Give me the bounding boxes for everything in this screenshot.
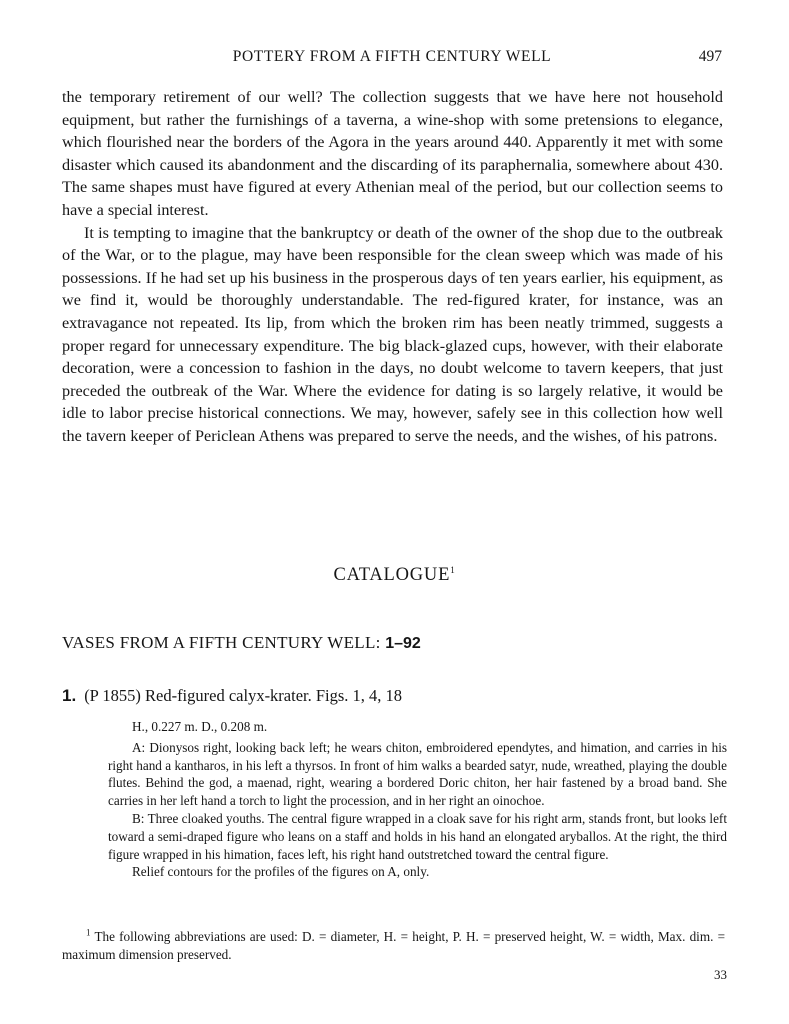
section-range: 1–92 bbox=[385, 635, 421, 652]
catalogue-heading bbox=[0, 565, 789, 586]
footnote-reference: 1 bbox=[450, 564, 456, 575]
body-text bbox=[62, 86, 723, 448]
footnote-marker: 1 bbox=[86, 927, 91, 938]
entry-heading bbox=[62, 686, 402, 706]
entry-number: 1. bbox=[62, 686, 77, 705]
running-title: POTTERY FROM A FIFTH CENTURY WELL bbox=[232, 48, 552, 65]
body-paragraph: It is tempting to imagine that the bankruptcy or death of the owner of the shop due to the outbreak of the War, or to the plague, may have been responsible for the clean sweep which was made of his possessions. If he had set up his business in the prosperous days of ten years earlier, his equipment, as we find it, would be thoroughly understandable. The red-figured krater, for instance, was an extravagance not repeated. Its lip, from which the broken rim has been neatly trimmed, suggests a proper regard for unnecessary expenditure. The big black-glazed cups, however, with their elaborate decoration, were a concession to fashion in the days, no doubt welcome to tavern keepers, that just preceded the outbreak of the War. Where the evidence for dating is so largely relative, it would be idle to labor precise historical connections. We may, however, safely see in this collection how well the tavern keeper of Periclean Athens was prepared to serve the needs, and the wishes, of his patrons. bbox=[62, 223, 723, 445]
footnote bbox=[62, 928, 725, 964]
entry-body bbox=[108, 718, 727, 881]
entry-side-a: A: Dionysos right, looking back left; he wears chiton, embroidered ependytes, and himation, and carries in his right hand a kantharos, in his left a thyrsos. In front of him walks a bearded satyr, nude, wreathed, playing the double flutes. Behind the god, a maenad, right, wearing a bordered Doric chiton, her hair fastened by a broad band. She carries in her left hand a torch to light the procession, and in her right an oinochoe. bbox=[108, 739, 727, 809]
footnote-text: The following abbreviations are used: D. = diameter, H. = height, P. H. = preserved height, W. = width, Max. dim. = maximum dimension preserved. bbox=[62, 929, 726, 962]
section-heading bbox=[62, 633, 421, 653]
signature-mark: 33 bbox=[714, 967, 727, 982]
entry-dimensions: H., 0.227 m. D., 0.208 m. bbox=[132, 719, 268, 734]
body-paragraph: the temporary retirement of our well? The collection suggests that we have here not household equipment, but rather the furnishings of a taverna, a wine-shop with some pretensions to elegance, which flourished near the borders of the Agora in the years around 440. Apparently it met with some disaster which caused its abandonment and the discarding of its paraphernalia, somewhere about 430. The same shapes must have figured at every Athenian meal of the period, but our collection seems to have a special interest. bbox=[62, 88, 723, 219]
section-title: VASES FROM A FIFTH CENTURY WELL: bbox=[62, 633, 381, 652]
catalogue-heading-text: CATALOGUE bbox=[333, 565, 451, 585]
entry-relief-note: Relief contours for the profiles of the figures on A, only. bbox=[132, 864, 430, 880]
running-head bbox=[62, 48, 722, 70]
entry-title: (P 1855) Red-figured calyx-krater. Figs. 1, 4, 18 bbox=[84, 686, 403, 705]
page-number: 497 bbox=[698, 48, 722, 65]
entry-side-b: B: Three cloaked youths. The central figure wrapped in a cloak save for his right arm, stands front, but looks left toward a semi-draped figure who leans on a staff and holds in his hand an elongated aryballos. At the right, the third figure wrapped in his himation, faces left, his right hand outstretched toward the central figure. bbox=[108, 810, 727, 862]
